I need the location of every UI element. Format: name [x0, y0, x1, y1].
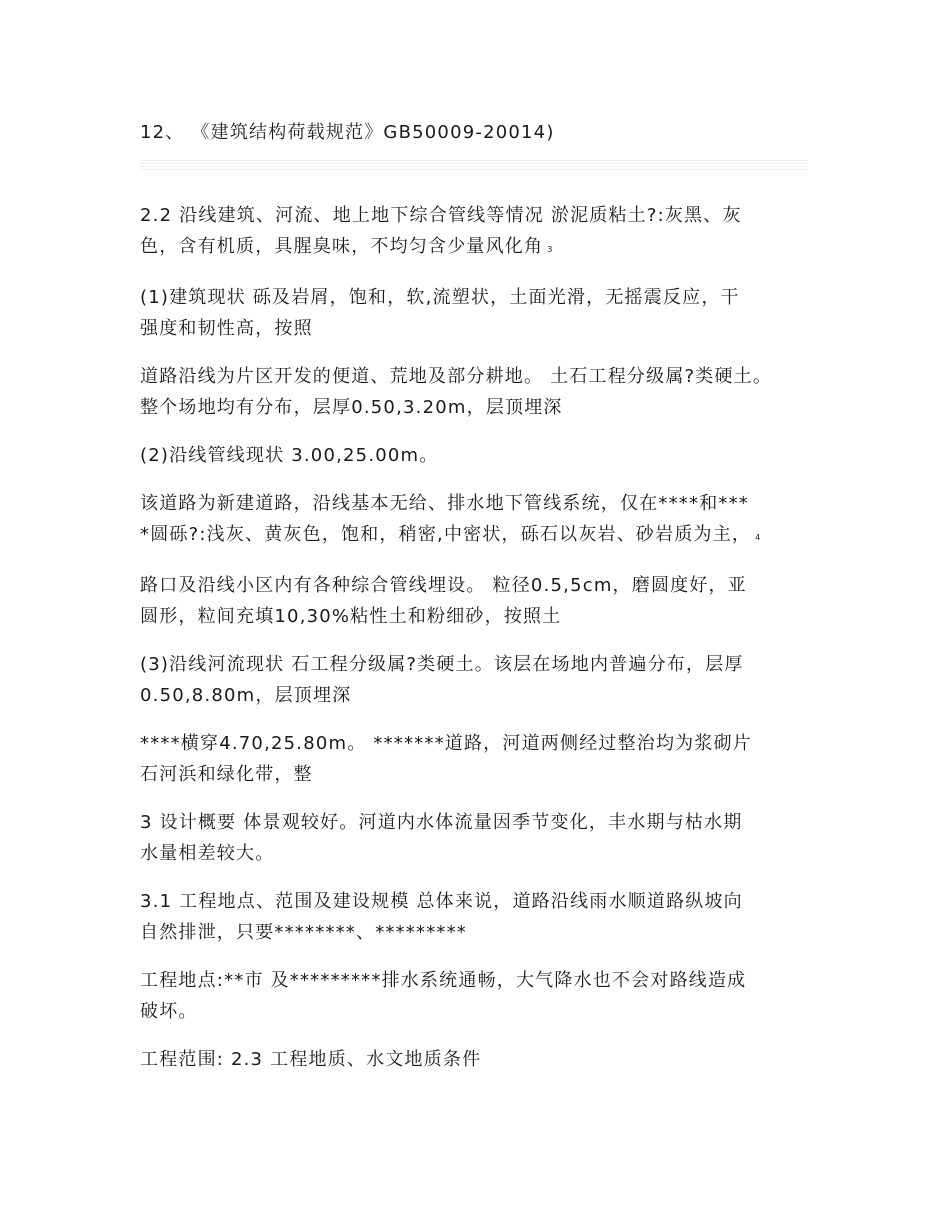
text-line: 3 设计概要 体景观较好。河道内水体流量因季节变化，丰水期与枯水期 — [140, 812, 743, 833]
text-line: 路口及沿线小区内有各种综合管线埋设。 粒径0.5,5cm，磨圆度好，亚 — [140, 575, 747, 596]
footnote-mark: 3 — [547, 245, 553, 254]
text-line: 0.50,8.80m，层顶埋深 — [140, 685, 352, 706]
text-line: 色，含有机质，具腥臭味，不均匀含少量风化角 3 — [140, 236, 553, 257]
text-line: (2)沿线管线现状 3.00,25.00m。 — [140, 445, 439, 466]
paragraph — [140, 282, 815, 344]
text-line: 整个场地均有分布，层厚0.50,3.20m，层顶埋深 — [140, 397, 563, 418]
text-line: 水量相差较大。 — [140, 843, 275, 864]
paragraph — [140, 440, 815, 471]
footnote-mark: 4 — [755, 533, 761, 542]
text-line: ****横穿4.70,25.80m。 *******道路，河道两侧经过整治均为浆砌片 — [140, 733, 752, 754]
text-line: 破坏。 — [140, 1001, 198, 1022]
paragraph — [140, 728, 815, 790]
text-line: 2.2 沿线建筑、河流、地上地下综合管线等情况 淤泥质粘土?:灰黑、灰 — [140, 205, 742, 226]
text-line: 自然排泄，只要********、********* — [140, 922, 467, 943]
paragraph — [140, 488, 815, 553]
text-line: 该道路为新建道路，沿线基本无给、排水地下管线系统，仅在****和*** — [140, 493, 749, 514]
text-line: 强度和韧性高，按照 — [140, 318, 313, 339]
text-line: *圆砾?:浅灰、黄灰色，饱和，稍密,中密状，砾石以灰岩、砂岩质为主， 4 — [140, 524, 761, 545]
reference-item-12: 12、 《建筑结构荷载规范》GB50009-20014) — [140, 122, 555, 143]
text-line: 道路沿线为片区开发的便道、荒地及部分耕地。 土石工程分级属?类硬土。 — [140, 366, 773, 387]
text-line: 工程地点:**市 及*********排水系统通畅，大气降水也不会对路线造成 — [140, 970, 747, 991]
section-divider — [140, 160, 808, 172]
text-line: 圆形，粒间充填10,30%粘性土和粉细砂，按照土 — [140, 606, 562, 627]
body-text — [140, 200, 815, 1092]
text-line: 工程范围: 2.3 工程地质、水文地质条件 — [140, 1049, 482, 1070]
paragraph — [140, 807, 815, 869]
text-line: (3)沿线河流现状 石工程分级属?类硬土。该层在场地内普遍分布，层厚 — [140, 654, 744, 675]
text-line: (1)建筑现状 砾及岩屑，饱和，软,流塑状，土面光滑，无摇震反应，干 — [140, 287, 740, 308]
paragraph — [140, 649, 815, 711]
paragraph — [140, 886, 815, 948]
text-line: 石河浜和绿化带，整 — [140, 764, 313, 785]
paragraph — [140, 570, 815, 632]
text-line: 3.1 工程地点、范围及建设规模 总体来说，道路沿线雨水顺道路纵坡向 — [140, 891, 743, 912]
paragraph — [140, 361, 815, 423]
paragraph — [140, 965, 815, 1027]
paragraph — [140, 1044, 815, 1075]
paragraph — [140, 200, 815, 265]
